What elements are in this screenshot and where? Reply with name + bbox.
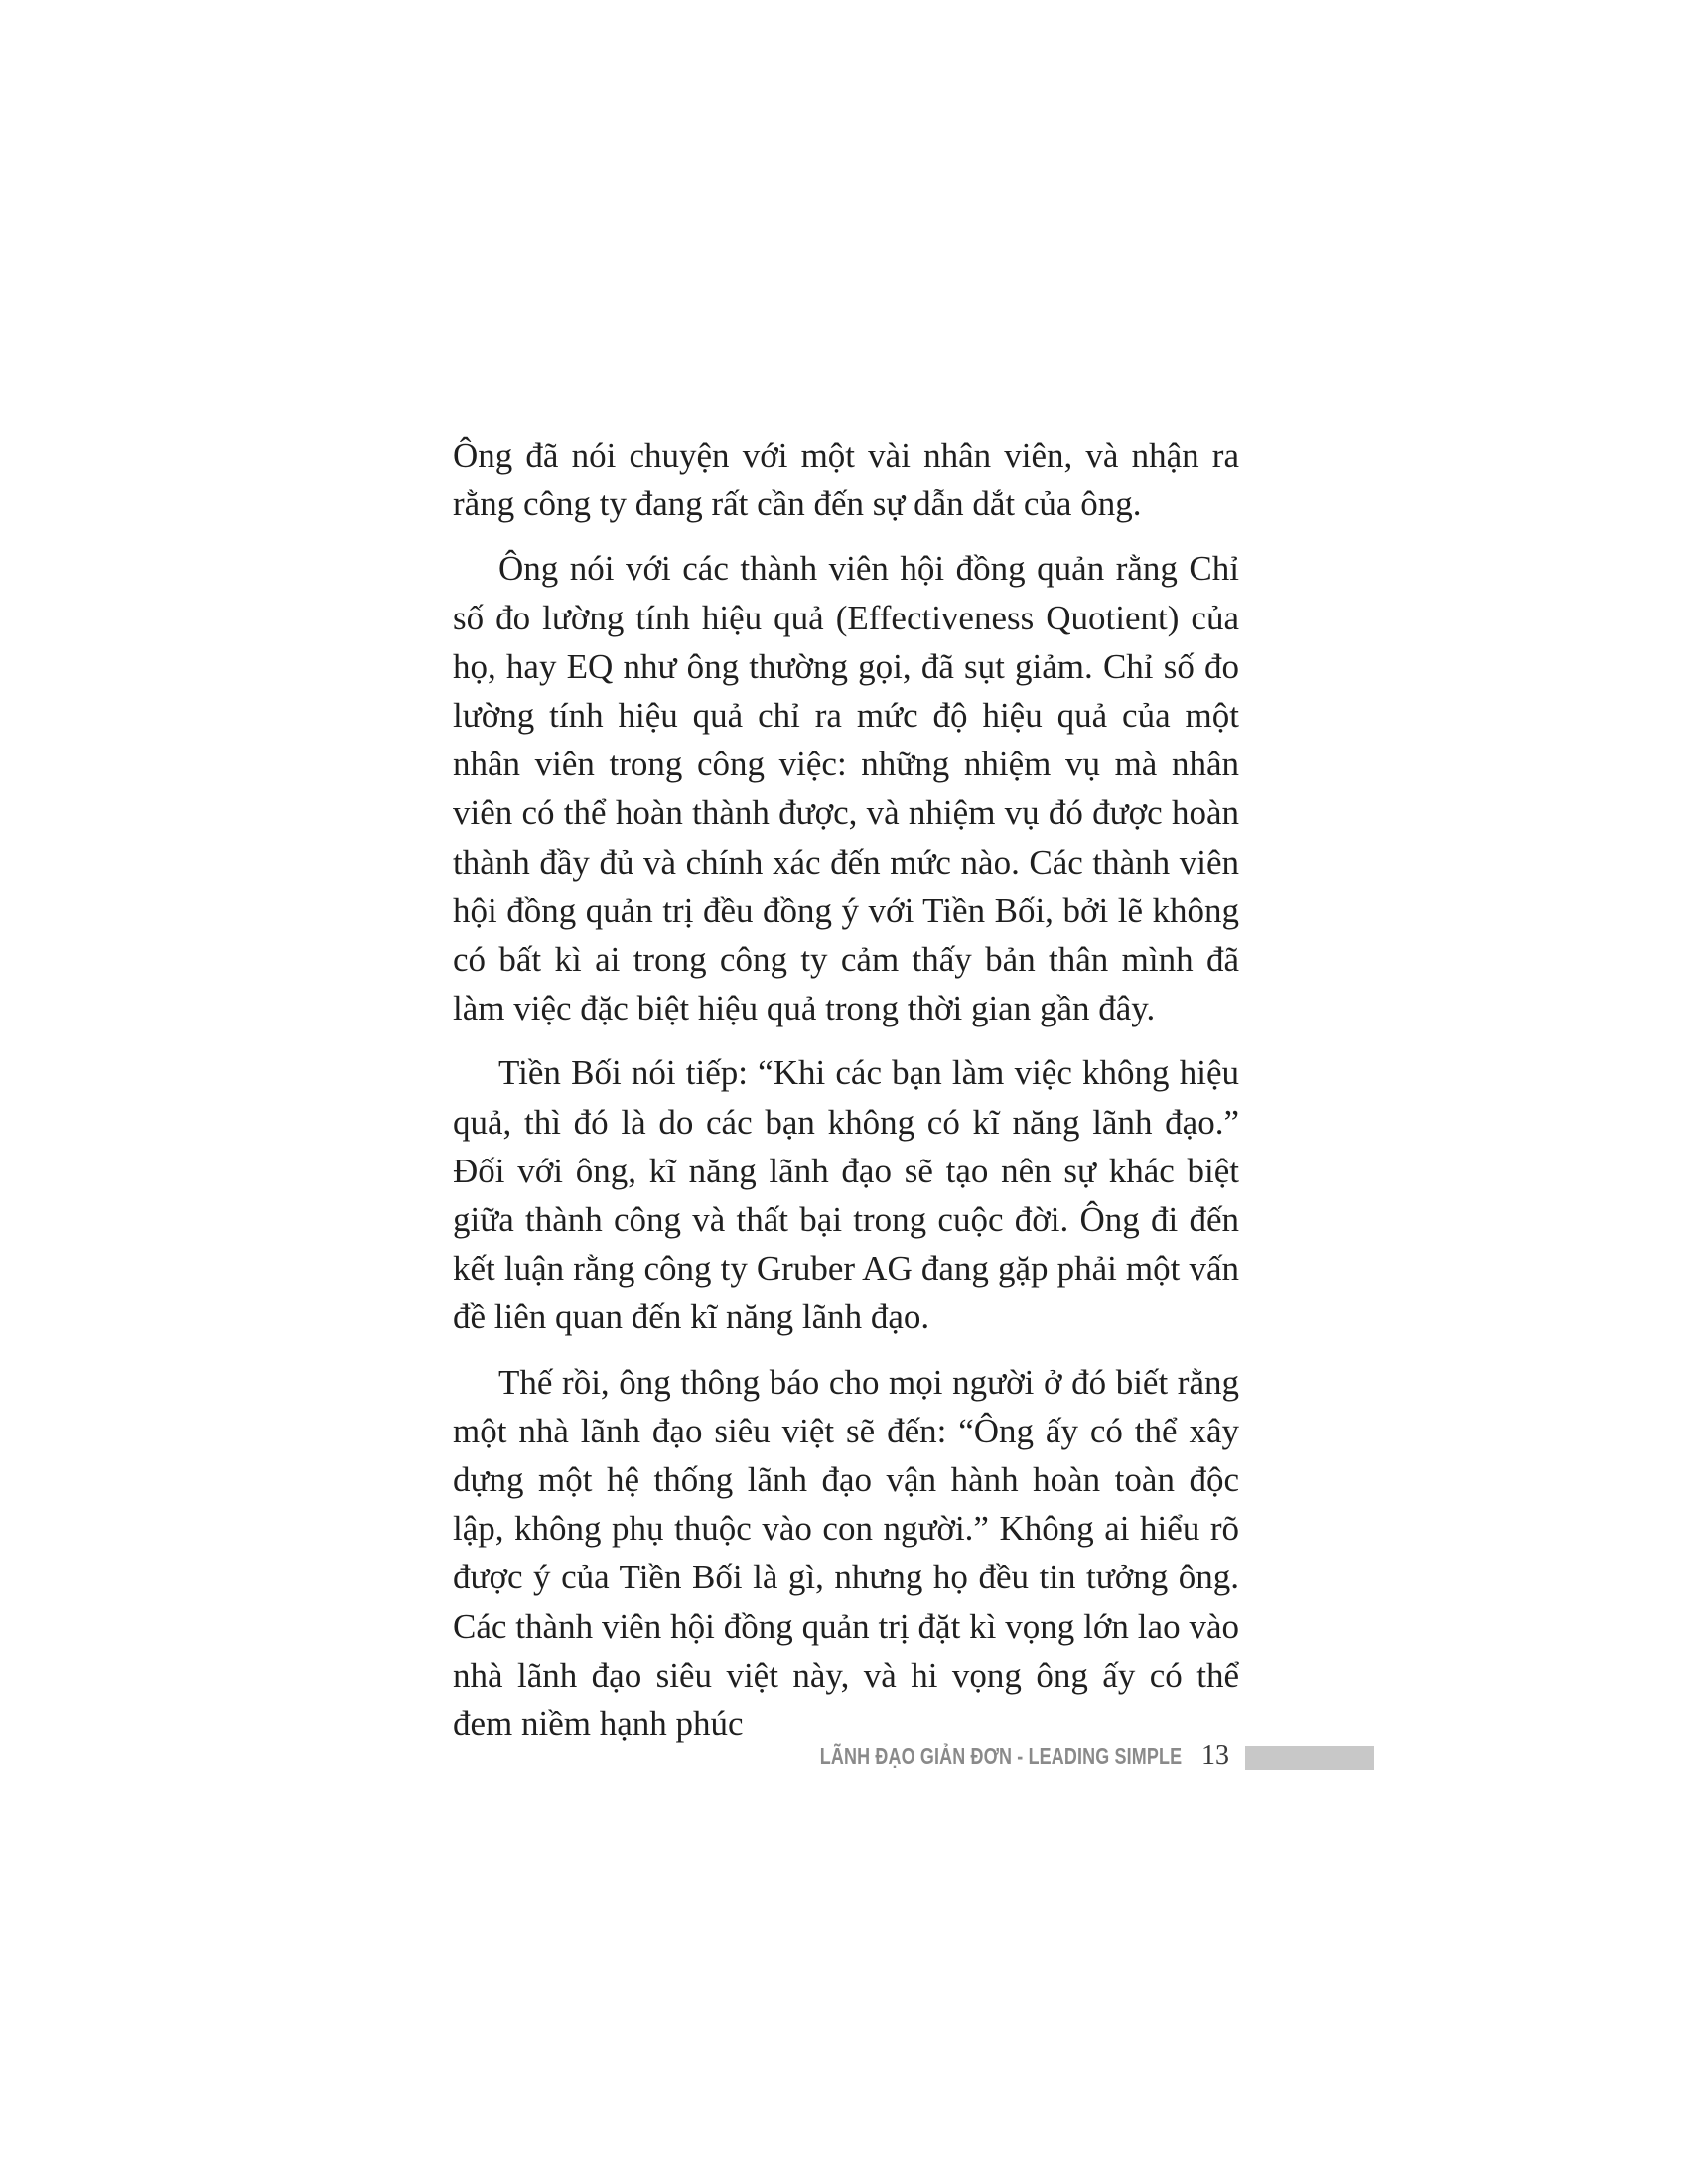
page-footer — [0, 1736, 1688, 1776]
page-number: 13 — [1201, 1740, 1229, 1771]
paragraph-4: Thế rồi, ông thông báo cho mọi người ở đó biết rằng một nhà lãnh đạo siêu việt sẽ đến: “Ông ấy có thể xây dựng một hệ thống lãnh đạo vận hành hoàn toàn độc lập, không phụ thuộc vào con người.” Không ai hiểu rõ được ý của Tiền Bối là gì, nhưng họ đều tin tưởng ông. Các thành viên hội đồng quản trị đặt kì vọng lớn lao vào nhà lãnh đạo siêu việt này, và hi vọng ông ấy có thể đem niềm hạnh phúc — [453, 1362, 1239, 1744]
paragraph-3: Tiền Bối nói tiếp: “Khi các bạn làm việc không hiệu quả, thì đó là do các bạn không có kĩ năng lãnh đạo.” Đối với ông, kĩ năng lãnh đạo sẽ tạo nên sự khác biệt giữa thành công và thất bại trong cuộc đời. Ông đi đến kết luận rằng công ty Gruber AG đang gặp phải một vấn đề liên quan đến kĩ năng lãnh đạo. — [453, 1053, 1239, 1337]
running-title: LÃNH ĐẠO GIẢN ĐƠN - LEADING SIMPLE — [819, 1743, 1182, 1769]
footer-tab-bar — [1245, 1746, 1374, 1770]
body-text — [453, 431, 1239, 1764]
paragraph-1: Ông đã nói chuyện với một vài nhân viên, và nhận ra rằng công ty đang rất cần đến sự dẫn dắt của ông. — [453, 436, 1239, 524]
paragraph-2: Ông nói với các thành viên hội đồng quản rằng Chỉ số đo lường tính hiệu quả (Effectiveness Quotient) của họ, hay EQ như ông thường gọi, đã sụt giảm. Chỉ số đo lường tính hiệu quả chỉ ra mức độ hiệu quả của một nhân viên trong công việc: những nhiệm vụ mà nhân viên có thể hoàn thành được, và nhiệm vụ đó được hoàn thành đầy đủ và chính xác đến mức nào. Các thành viên hội đồng quản trị đều đồng ý với Tiền Bối, bởi lẽ không có bất kì ai trong công ty cảm thấy bản thân mình đã làm việc đặc biệt hiệu quả trong thời gian gần đây. — [453, 549, 1239, 1028]
